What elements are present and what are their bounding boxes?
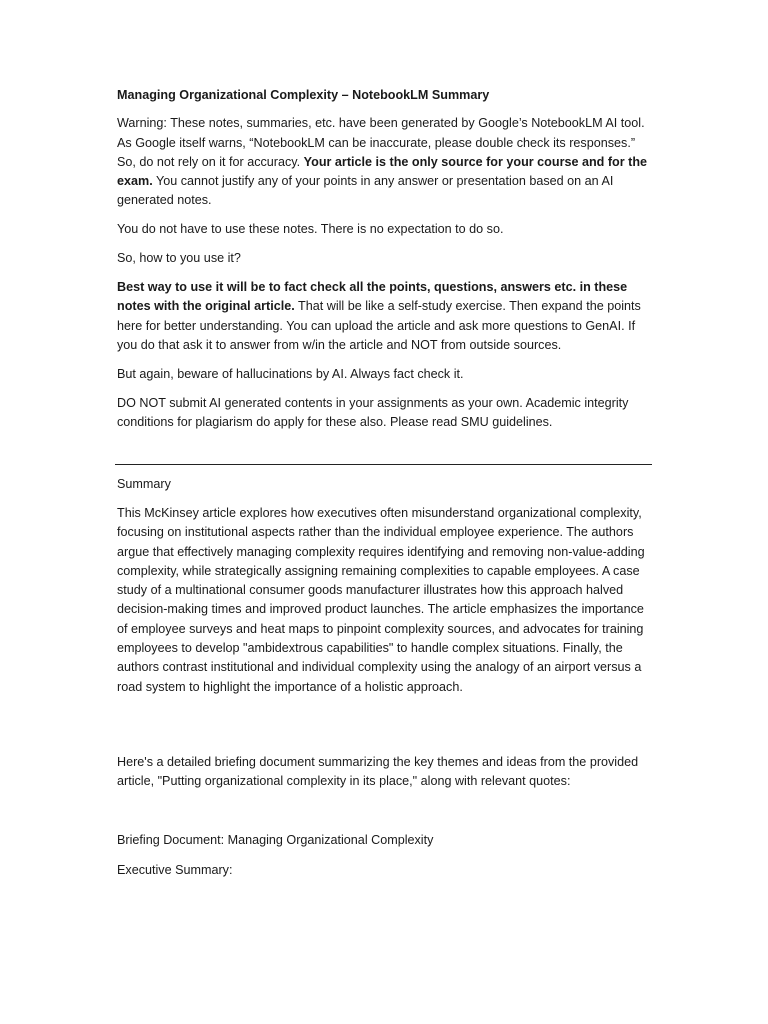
summary-paragraph: This McKinsey article explores how executives often misunderstand organizational complexity, focusing on institutional aspects rather than the individual employee experience. The authors argue that effectively managing complexity requires identifying and removing non-value-adding complexity, while strategically assigning remaining complexities to capable employees. A case study of a multinational consumer goods manufacturer illustrates how this approach halved decision-making times and improved product launches. The article emphasizes the importance of employee surveys and heat maps to pinpoint complexity sources, and advocates for training employees to develop "ambidextrous capabilities" to handle complex situations. Finally, the authors contrast institutional and individual complexity using the analogy of an airport versus a road system to highlight the importance of a holistic approach. xyxy=(117,506,645,694)
how-to-paragraph: So, how to you use it? xyxy=(117,251,241,266)
executive-summary-heading: Executive Summary: xyxy=(117,863,233,877)
best-way-text: That will be like a self-study exercise. Then expand the points here for better understanding. You can upload the article and ask more questions to GenAI. If you do that ask it to answer from w/in the article and NOT from outside sources. xyxy=(117,299,641,353)
warning-paragraph xyxy=(117,114,652,210)
summary-heading: Summary xyxy=(117,477,171,491)
briefing-title: Briefing Document: Managing Organizational Complexity xyxy=(117,833,434,847)
section-divider xyxy=(115,464,652,465)
do-not-submit-paragraph: DO NOT submit AI generated contents in your assignments as your own. Academic integrity conditions for plagiarism do apply for these also. Please read SMU guidelines. xyxy=(117,395,629,430)
no-expectation-paragraph: You do not have to use these notes. There is no expectation to do so. xyxy=(117,222,504,237)
best-way-emphasis: Best way to use it will be to fact check all the points, questions, answers etc. in these notes with the original article. xyxy=(117,280,628,314)
best-way-paragraph xyxy=(117,278,652,355)
notes-header xyxy=(117,86,652,442)
page-title: Managing Organizational Complexity – NotebookLM Summary xyxy=(117,88,490,102)
warning-text-continued: You cannot justify any of your points in any answer or presentation based on an AI generated notes. xyxy=(117,174,614,208)
warning-emphasis: Your article is the only source for your course and for the exam. xyxy=(117,154,648,189)
briefing-intro-paragraph: Here's a detailed briefing document summarizing the key themes and ideas from the provided article, "Putting organizational complexity in its place," along with relevant quotes: xyxy=(117,755,639,789)
warning-text: Warning: These notes, summaries, etc. have been generated by Google’s NotebookLM AI tool. As Google itself warns, “NotebookLM can be inaccurate, please double check its responses.” So, do not rely on it for accuracy. xyxy=(117,116,645,169)
beware-paragraph: But again, beware of hallucinations by AI. Always fact check it. xyxy=(117,366,464,381)
